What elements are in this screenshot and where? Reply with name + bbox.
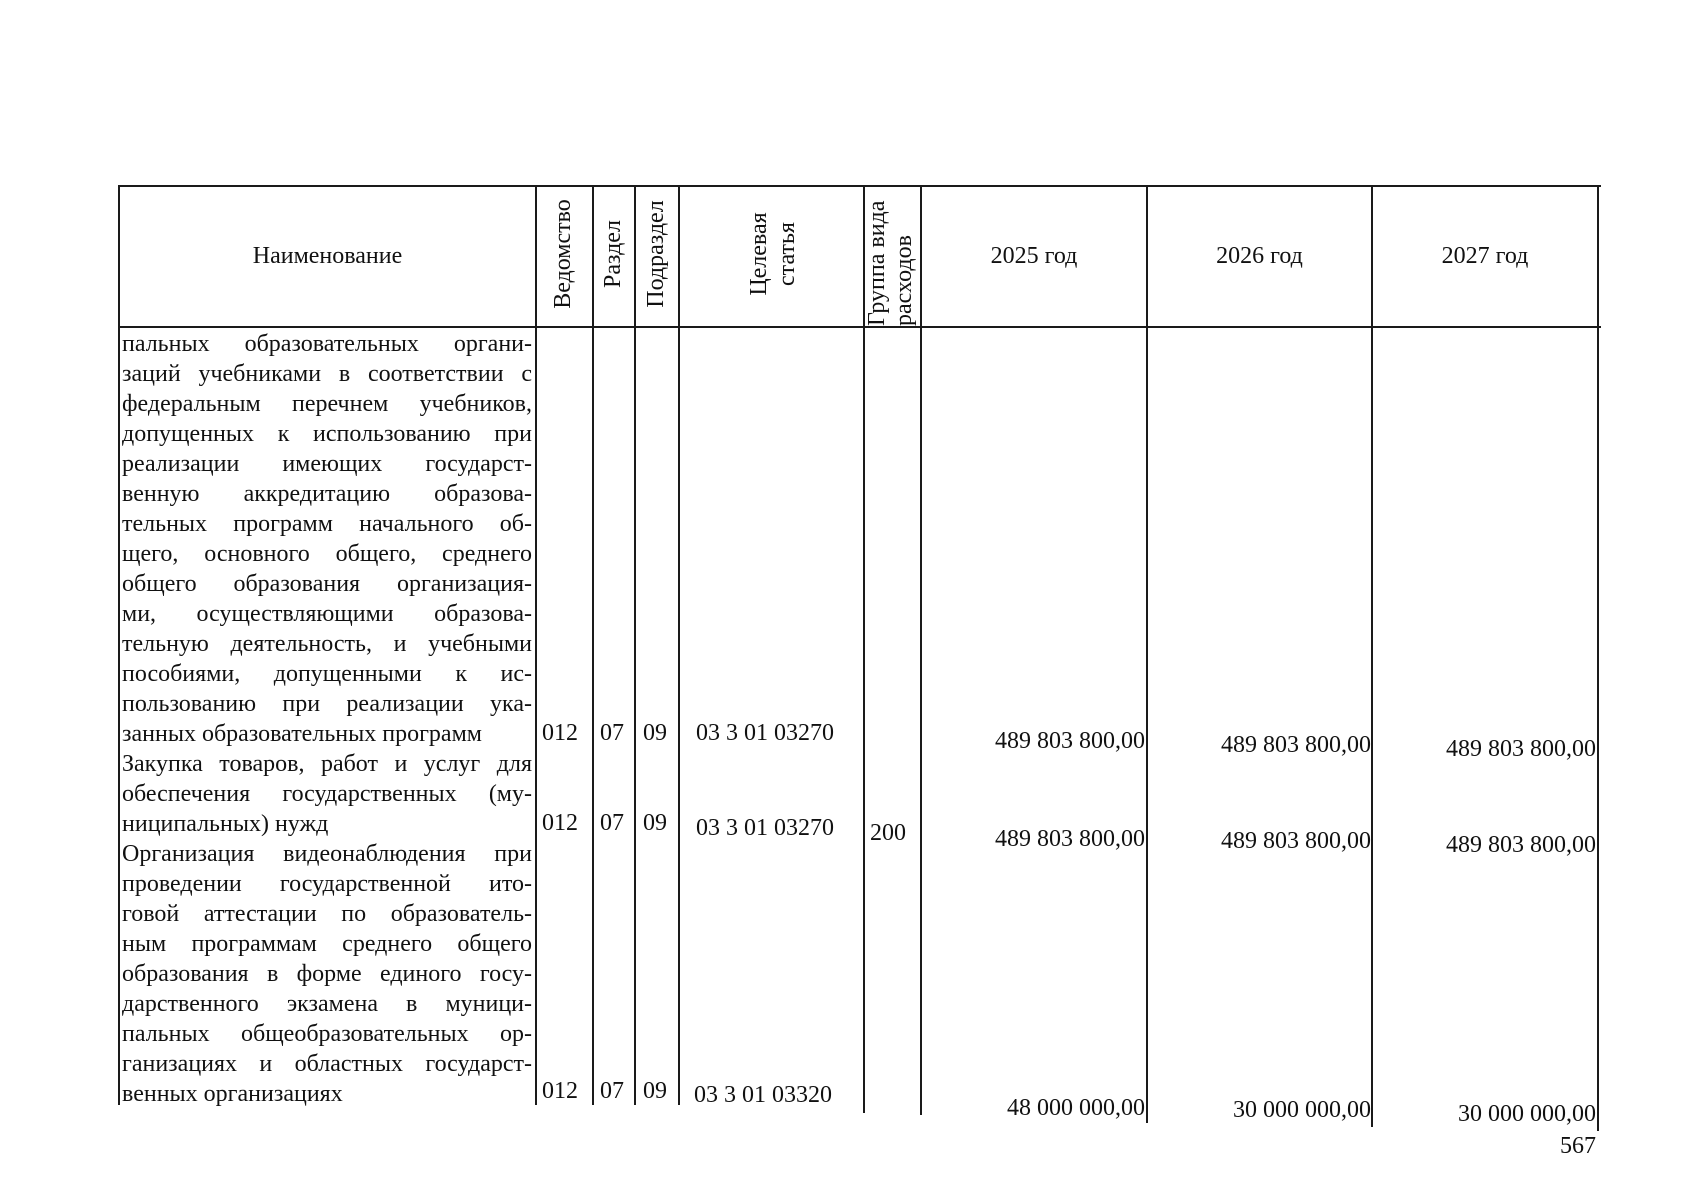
col-border-dept	[592, 185, 594, 1105]
header-exp-group	[864, 186, 918, 326]
row-2-2027: 489 803 800,00	[1446, 832, 1596, 858]
row-1-line: общего образования организация-	[122, 571, 532, 597]
row-3-name	[122, 839, 532, 1109]
row-1-2025: 489 803 800,00	[995, 728, 1145, 754]
row-1-dept: 012	[542, 720, 578, 746]
row-3-line: проведении государственной ито-	[122, 871, 532, 897]
header-target-article-line1: Целевая	[746, 212, 772, 296]
row-1-line: занных образовательных программ	[122, 721, 482, 747]
row-3-target: 03 3 01 03320	[694, 1082, 832, 1108]
row-3-line: ным программам среднего общего	[122, 931, 532, 957]
row-1-subsection: 09	[643, 720, 667, 746]
header-subsection: Подраздел	[643, 200, 669, 308]
row-1-line: венную аккредитацию образова-	[122, 481, 532, 507]
row-2-dept: 012	[542, 810, 578, 836]
row-3-line: ганизациях и областных государст-	[122, 1051, 532, 1077]
row-3-2025: 48 000 000,00	[1007, 1095, 1145, 1121]
row-2-2026: 489 803 800,00	[1221, 828, 1371, 854]
header-dept: Ведомство	[550, 199, 576, 309]
col-border-section	[634, 185, 636, 1105]
header-2025: 2025 год	[990, 242, 1078, 269]
row-1-line: реализации имеющих государст-	[122, 451, 532, 477]
row-1-line: федеральным перечнем учебников,	[122, 391, 532, 417]
row-1-2026: 489 803 800,00	[1221, 732, 1371, 758]
row-2-target: 03 3 01 03270	[696, 815, 834, 841]
header-bottom-border	[118, 326, 1601, 328]
row-1-2027: 489 803 800,00	[1446, 736, 1596, 762]
row-3-line: венных организациях	[122, 1081, 343, 1107]
row-1-line: пособиями, допущенными к ис-	[122, 661, 532, 687]
row-2-line: ниципальных) нужд	[122, 811, 329, 837]
row-1-line: тельных программ начального об-	[122, 511, 532, 537]
row-2-subsection: 09	[643, 810, 667, 836]
header-target-article	[745, 187, 801, 321]
row-1-line: пользованию при реализации ука-	[122, 691, 532, 717]
row-3-2027: 30 000 000,00	[1458, 1101, 1596, 1127]
row-1-line: тельную деятельность, и учебными	[122, 631, 532, 657]
header-exp-group-line2: расходов	[891, 235, 917, 326]
page-number: 567	[1560, 1133, 1596, 1159]
row-2-section: 07	[600, 810, 624, 836]
row-1-line: ми, осуществляющими образова-	[122, 601, 532, 627]
row-3-line: образования в форме единого госу-	[122, 961, 532, 987]
col-border-name	[535, 185, 537, 1105]
row-3-dept: 012	[542, 1078, 578, 1104]
row-1-name	[122, 329, 532, 749]
col-border-subsection	[678, 185, 680, 1105]
row-3-2026: 30 000 000,00	[1233, 1097, 1371, 1123]
row-2-name	[122, 749, 532, 839]
row-2-group: 200	[870, 820, 906, 846]
header-section: Раздел	[600, 220, 626, 288]
col-border-right	[1597, 185, 1599, 1131]
row-1-line: пальных образовательных органи-	[122, 331, 532, 357]
col-border-2026	[1371, 185, 1373, 1127]
row-3-line: Организация видеонаблюдения при	[122, 841, 532, 867]
header-2026: 2026 год	[1216, 242, 1303, 269]
row-3-line: говой аттестации по образователь-	[122, 901, 532, 927]
row-1-line: допущенных к использованию при	[122, 421, 532, 447]
row-3-section: 07	[600, 1078, 624, 1104]
row-3-line: пальных общеобразовательных ор-	[122, 1021, 532, 1047]
row-2-2025: 489 803 800,00	[995, 826, 1145, 852]
header-target-article-line2: статья	[774, 222, 800, 286]
row-1-line: щего, основного общего, среднего	[122, 541, 532, 567]
row-3-line: дарственного экзамена в муници-	[122, 991, 532, 1017]
row-2-line: обеспечения государственных (му-	[122, 781, 532, 807]
header-name: Наименование	[252, 242, 403, 269]
header-exp-group-line1: Группа вида	[864, 200, 890, 326]
row-3-subsection: 09	[643, 1078, 667, 1104]
row-1-line: заций учебниками в соответствии с	[122, 361, 532, 387]
row-2-line: Закупка товаров, работ и услуг для	[122, 751, 532, 777]
header-2027: 2027 год	[1441, 242, 1529, 269]
row-1-target: 03 3 01 03270	[696, 720, 834, 746]
row-1-section: 07	[600, 720, 624, 746]
